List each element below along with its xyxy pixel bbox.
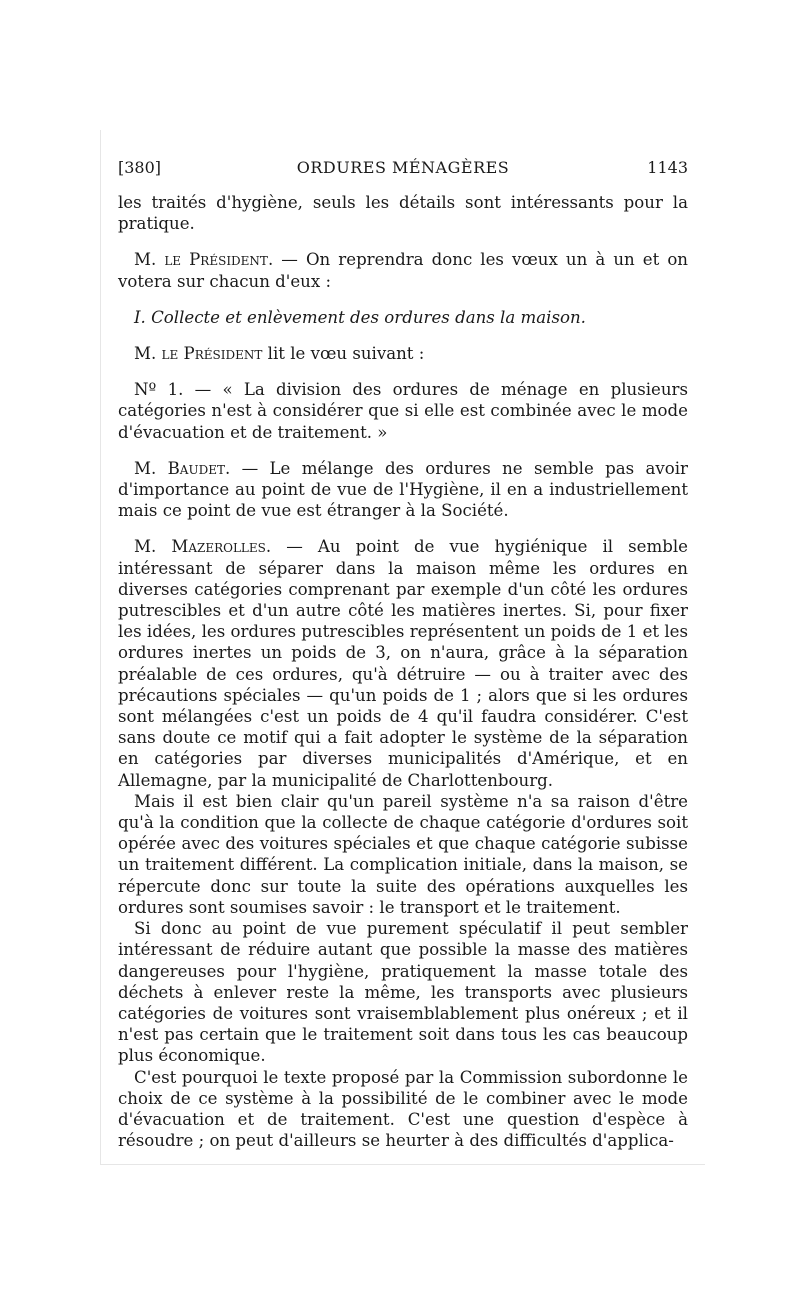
page-number: 1143: [647, 158, 688, 177]
paragraph: M. le Président lit le vœu suivant :: [134, 344, 425, 364]
page-body: [118, 192, 688, 1151]
running-header: [118, 158, 688, 180]
book-page: [100, 130, 705, 1165]
resolution-text: Nº 1. — « La division des ordures de ménage en plusieurs catégories n'est à considérer que si elle est combinée avec le mode d'évacuation et de traitement. »: [118, 380, 688, 442]
running-title: ORDURES MÉNAGÈRES: [296, 158, 510, 177]
speaker-name: M. le Président: [134, 344, 263, 364]
paragraph: Si donc au point de vue purement spéculatif il peut sembler intéressant de réduire autant que possible la masse des matières dangereuses pour l'hygiène, pratiquement la masse totale des déchets à enlever reste la même, les transports avec plusieurs catégories de voitures sont vraisemblablement plus onéreux ; et il n'est pas certain que le traitement soit dans tous les cas beaucoup plus économique.: [118, 919, 688, 1066]
page-reference: [380]: [118, 158, 162, 177]
paragraph: les traités d'hygiène, seuls les détails sont intéressants pour la pratique.: [118, 193, 688, 234]
paragraph: M. Baudet. — Le mélange des ordures ne semble pas avoir d'importance au point de vue de l'Hygiène, il en a industriellement mais ce point de vue est étranger à la Société.: [118, 458, 688, 521]
speaker-name: M. Mazerolles.: [134, 537, 272, 557]
paragraph: Mais il est bien clair qu'un pareil système n'a sa raison d'être qu'à la condition que la collecte de chaque catégorie d'ordures soit opérée avec des voitures spéciales et que chaque catégorie subisse un traitement différent. La complication initiale, dans la maison, se répercute donc sur toute la suite des opérations auxquelles les ordures sont soumises savoir : le transport et le traitement.: [118, 791, 688, 917]
speaker-name: M. le Président.: [134, 250, 274, 270]
paragraph: M. Mazerolles. — Au point de vue hygiénique il semble intéressant de séparer dans la maison même les ordures en diverses catégories comprenant par exemple d'un côté les ordures putrescibles et d'un autre côté les matières inertes. Si, pour fixer les idées, les ordures putrescibles représentent un poids de 1 et les ordures inertes un poids de 3, on n'aura, grâce à la séparation préalable de ces ordures, qu'à détruire — ou à traiter avec des précautions spéciales — qu'un poids de 1 ; alors que si les ordures sont mélangées c'est un poids de 4 qu'il faudra considérer. C'est sans doute ce motif qui a fait adopter le système de la séparation en catégories par diverses municipalités d'Amérique, et en Allemagne, par la municipalité de Charlottenbourg.: [118, 537, 688, 790]
paragraph: M. le Président. — On reprendra donc les vœux un à un et on votera sur chacun d'eux :: [118, 250, 688, 291]
section-heading: I. Collecte et enlèvement des ordures dans la maison.: [134, 307, 586, 327]
paragraph: C'est pourquoi le texte proposé par la Commission subordonne le choix de ce système à la possibilité de le combiner avec le mode d'évacuation et de traitement. C'est une question d'espèce à résoudre ; on peut d'ailleurs se heurter à des difficultés d'applica-: [118, 1067, 688, 1151]
speaker-name: M. Baudet.: [134, 458, 231, 478]
